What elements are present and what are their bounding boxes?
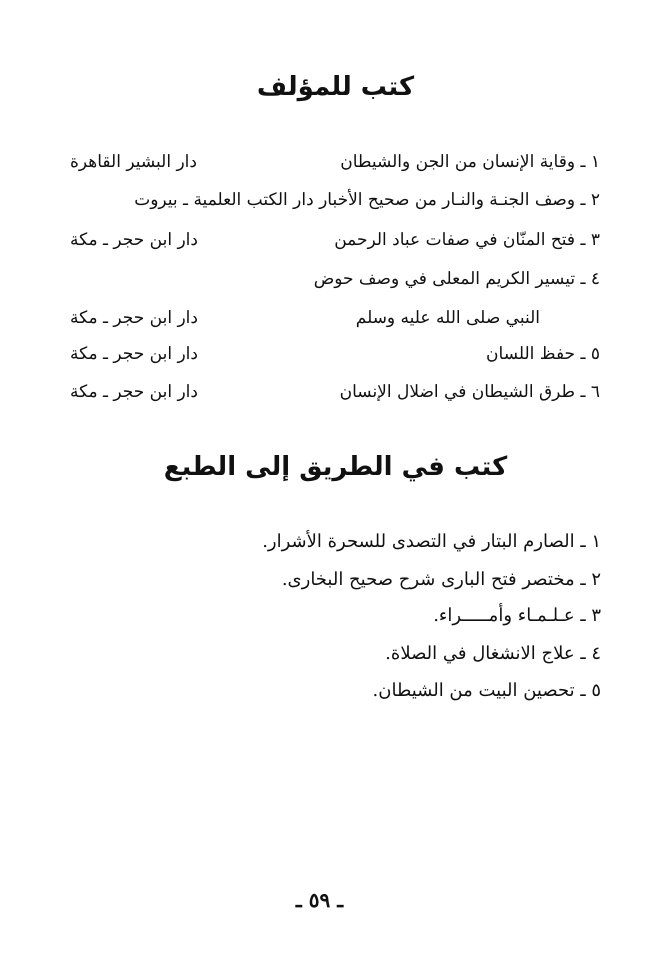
authored-book-row — [60, 263, 600, 295]
authored-books-heading: كتب للمؤلف — [256, 72, 415, 102]
book-title: ٢ ـ وصف الجنـة والنـار من صحيح الأخبار دار الكتب العلمية ـ بيروت — [134, 190, 600, 210]
forthcoming-books-heading: كتب في الطريق إلى الطبع — [163, 452, 508, 482]
authored-book-row — [60, 302, 600, 334]
book-publisher: دار ابن حجر ـ مكة — [70, 230, 198, 250]
forthcoming-book-item: ١ ـ الصارم البتار في التصدى للسحرة الأشرار. — [262, 531, 601, 552]
page-number: ـ ٥٩ ـ — [295, 888, 344, 912]
authored-book-row — [60, 338, 600, 370]
book-publisher: دار ابن حجر ـ مكة — [70, 308, 198, 328]
book-title: ٤ ـ تيسير الكريم المعلى في وصف حوض — [313, 269, 600, 289]
book-title: ٦ ـ طرق الشيطان في اضلال الإنسان — [339, 382, 600, 402]
authored-book-row — [60, 224, 600, 256]
forthcoming-book-item: ٥ ـ تحصين البيت من الشيطان. — [372, 680, 601, 701]
forthcoming-book-item: ٣ ـ عـلـمـاء وأمـــــراء. — [433, 605, 601, 626]
forthcoming-book-item: ٤ ـ علاج الانشغال في الصلاة. — [385, 643, 601, 664]
forthcoming-book-item: ٢ ـ مختصر فتح البارى شرح صحيح البخارى. — [281, 569, 601, 590]
authored-book-row — [60, 376, 600, 408]
book-publisher: دار ابن حجر ـ مكة — [70, 344, 198, 364]
book-publisher: دار البشير القاهرة — [70, 152, 197, 172]
authored-book-row — [60, 184, 600, 216]
book-title: ٣ ـ فتح المنّان في صفات عباد الرحمن — [334, 230, 600, 250]
book-publisher: دار ابن حجر ـ مكة — [70, 382, 198, 402]
book-title: ٥ ـ حفظ اللسان — [486, 344, 600, 364]
authored-book-row — [60, 146, 600, 178]
book-title-continuation: النبي صلى الله عليه وسلم — [355, 308, 540, 328]
book-title: ١ ـ وقاية الإنسان من الجن والشيطان — [340, 152, 600, 172]
